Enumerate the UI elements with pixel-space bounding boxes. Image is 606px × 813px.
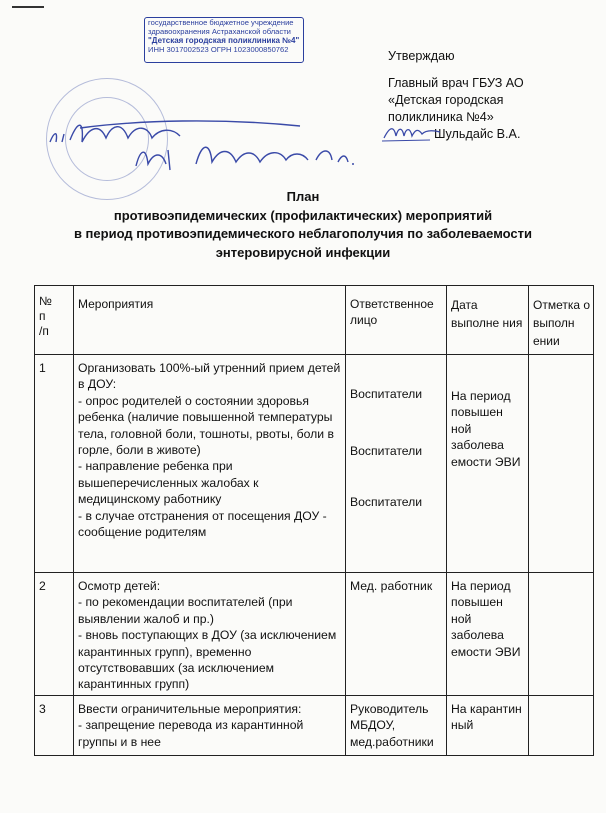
header-responsible: Ответственное лицо <box>346 286 447 355</box>
table-row <box>35 695 594 755</box>
title-line: План <box>286 189 320 204</box>
header-mark: Отметка о выполн ении <box>529 286 594 355</box>
row-responsible: Мед. работник <box>346 573 447 696</box>
approval-line: поликлиника №4» <box>388 110 494 124</box>
title-line: энтеровирусной инфекции <box>215 244 391 260</box>
row-date: На период повышен ной заболева емости ЭВИ <box>447 573 529 696</box>
row-mark <box>529 695 594 755</box>
row-num: 3 <box>35 695 74 755</box>
header-num: № п /п <box>35 286 74 355</box>
header-measures: Мероприятия <box>74 286 346 355</box>
row-measures: Организовать 100%-ый утренний прием детей в ДОУ: - опрос родителей о состоянии здоровья ребенка (наличие повышенной температуры тела, головной боли, тошноты, рвоты, боли в горле, боли в животе) - направление ребенка при вышеперечисленных жалобах к медицинскому работнику - в случае отстранения от посещения ДОУ - сообщение родителям <box>74 355 346 573</box>
responsible-line: Воспитатели <box>350 387 423 401</box>
stamp-line: государственное бюджетное учреждение <box>148 19 294 27</box>
approval-heading: Утверждаю <box>388 49 455 63</box>
title-line: противоэпидемических (профилактических) мероприятий <box>113 207 493 223</box>
approval-line: «Детская городская <box>388 93 504 107</box>
responsible-line: Воспитатели <box>350 494 423 509</box>
signatory-name: Шульдайс В.А. <box>434 127 521 141</box>
row-measures: Осмотр детей: - по рекомендации воспитателей (при выявлении жалоб и пр.) - вновь поступающих в ДОУ (за исключением карантинных групп), временно отсутствовавших (за исключением карантинных групп) <box>74 573 346 696</box>
row-responsible: Руководитель МБДОУ, мед.работники <box>346 695 447 755</box>
corner-mark <box>12 6 44 8</box>
row-responsible <box>346 355 447 573</box>
row-mark <box>529 355 594 573</box>
table-header-row <box>35 286 594 355</box>
row-measures: Ввести ограничительные мероприятия: - запрещение перевода из карантинной группы и в нее <box>74 695 346 755</box>
handwritten-signature <box>40 80 380 190</box>
approval-line: Главный врач ГБУЗ АО <box>388 76 524 90</box>
responsible-line: Воспитатели <box>350 444 423 459</box>
stamp-line: здравоохранения Астраханской области <box>148 27 291 36</box>
date-text: На период повышен ной заболева емости ЭВИ <box>451 389 521 469</box>
row-date <box>447 355 529 573</box>
plan-table <box>34 285 594 756</box>
row-num: 1 <box>35 355 74 573</box>
approval-block <box>388 48 524 143</box>
document-title <box>0 188 606 262</box>
stamp-line: ИНН 3017002523 ОГРН 1023000850762 <box>148 45 289 54</box>
organization-stamp <box>144 17 304 63</box>
header-date: Дата выполне ния <box>447 286 529 355</box>
table-row <box>35 355 594 573</box>
stamp-line: "Детская городская поликлиника №4" <box>148 36 300 45</box>
row-date: На карантин ный <box>447 695 529 755</box>
row-mark <box>529 573 594 696</box>
chief-signature <box>382 122 442 144</box>
approval-signatory <box>388 126 524 143</box>
row-num: 2 <box>35 573 74 696</box>
title-line: в период противоэпидемического неблагополучия по заболеваемости <box>73 226 533 241</box>
table-row <box>35 573 594 696</box>
